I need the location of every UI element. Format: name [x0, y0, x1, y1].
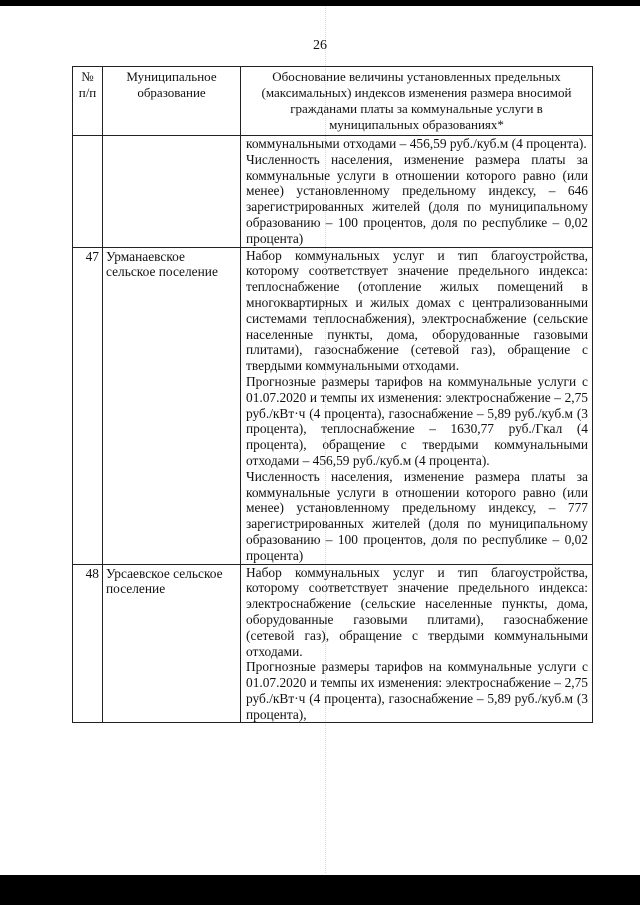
header-number	[73, 67, 103, 136]
paragraph: Прогнозные размеры тарифов на коммунальные услуги с 01.07.2020 и темпы их изменения: электроснабжение – 2,75 руб./кВт·ч (4 процента), газоснабжение – 5,89 руб./куб.м (3 процента),	[246, 659, 588, 722]
table-row-48	[73, 564, 593, 723]
header-row	[73, 67, 593, 136]
header-municipality-text: Муниципальное образование	[126, 69, 217, 100]
page-number: 26	[313, 38, 327, 53]
row-text-cell	[241, 564, 593, 723]
row-number-cell	[73, 136, 103, 248]
paragraph: Прогнозные размеры тарифов на коммунальные услуги с 01.07.2020 и темпы их изменения: электроснабжение – 2,75 руб./кВт·ч (4 процента), газоснабжение – 5,89 руб./куб.м (3 процента), теплоснабжение – 1630,77 руб./Гкал (4 процента), обращение с твердыми коммунальными отходами – 456,59 руб./куб.м (4 процента).	[246, 373, 588, 468]
table-row-continuation	[73, 136, 593, 248]
header-municipality	[103, 67, 241, 136]
row-number-cell: 47	[73, 247, 103, 564]
scan-border-bottom	[0, 874, 640, 905]
header-justification	[241, 67, 593, 136]
header-number-text: № п/п	[78, 69, 97, 100]
paragraph: Численность населения, изменение размера платы за коммунальные услуги в отношении которого равно (или менее) установленному предельному индексу, – 646 зарегистрированных жителей (доля по муниципальному образованию – 100 процентов, доля по республике – 0,02 процента)	[246, 151, 588, 246]
municipal-index-table	[72, 66, 593, 723]
row-name-cell	[103, 136, 241, 248]
row-text-cell	[241, 247, 593, 564]
row-number-cell: 48	[73, 564, 103, 723]
paragraph: Набор коммунальных услуг и тип благоустройства, которому соответствует значение предельного индекса: теплоснабжение (отопление жилых помещений в многоквартирных и жилых домах с централизованными системами теплоснабжения), электроснабжение (сельские населенные пункты, дома, оборудованные газовыми плитами), газоснабжение (сетевой газ), обращение с твердыми коммунальными отходами.	[246, 247, 588, 374]
table-row-47	[73, 247, 593, 564]
row-text-cell	[241, 136, 593, 248]
paragraph: Численность населения, изменение размера платы за коммунальные услуги в отношении которого равно (или менее) установленному предельному индексу, – 777 зарегистрированных жителей (доля по муниципальному образованию – 100 процентов, доля по республике – 0,02 процента)	[246, 468, 588, 563]
row-name-cell: Урманаевское сельское поселение	[103, 247, 241, 564]
table-header	[73, 67, 593, 136]
paragraph: коммунальными отходами – 456,59 руб./куб.м (4 процента).	[246, 136, 587, 151]
row-name-cell: Урсаевское сельское поселение	[103, 564, 241, 723]
header-justification-text: Обоснование величины установленных предельных (максимальных) индексов изменения размера вносимой гражданами платы за коммунальные услуги в муниципальных образованиях*	[261, 69, 572, 132]
paragraph: Набор коммунальных услуг и тип благоустройства, которому соответствует значение предельного индекса: электроснабжение (сельские населенные пункты, дома, оборудованные газовыми плитами), газоснабжение (сетевой газ), обращение с твердыми коммунальными отходами.	[246, 564, 588, 659]
scan-border-top	[0, 0, 640, 6]
